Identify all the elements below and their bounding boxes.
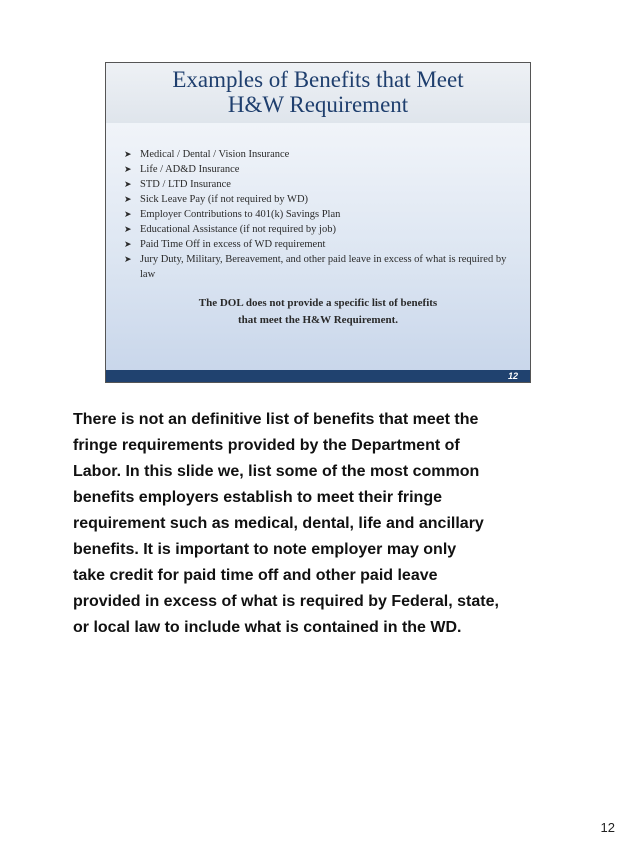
arrow-bullet-icon: ➤: [124, 254, 132, 264]
slide-note-line-1: The DOL does not provide a specific list of benefits: [198, 297, 438, 309]
bullet-text: Medical / Dental / Vision Insurance: [140, 149, 290, 160]
bullet-item: [124, 237, 514, 252]
bullet-item: [124, 252, 514, 282]
slide-note: [106, 295, 530, 329]
slide-note-line-2: that meet the H&W Requirement.: [238, 314, 398, 326]
bullet-text: Sick Leave Pay (if not required by WD): [140, 194, 309, 205]
arrow-bullet-icon: ➤: [124, 149, 132, 159]
bullet-item: [124, 147, 514, 162]
speaker-notes: [73, 407, 573, 641]
notes-line: benefits. It is important to note employer may only: [73, 541, 457, 558]
notes-line: There is not an definitive list of benefits that meet the: [73, 411, 479, 428]
arrow-bullet-icon: ➤: [124, 239, 132, 249]
arrow-bullet-icon: ➤: [124, 224, 132, 234]
arrow-bullet-icon: ➤: [124, 209, 132, 219]
bullet-text: Educational Assistance (if not required by job): [140, 224, 336, 235]
bullet-item: [124, 207, 514, 222]
bullet-text: Paid Time Off in excess of WD requirement: [140, 239, 326, 250]
slide-bullet-list: [124, 147, 514, 282]
slide-title-line-2: H&W Requirement: [227, 92, 409, 117]
notes-line: take credit for paid time off and other paid leave: [73, 567, 438, 584]
notes-line: requirement such as medical, dental, life and ancillary: [73, 515, 484, 532]
slide-footer-bar: [106, 370, 530, 382]
notes-line: or local law to include what is contained in the WD.: [73, 619, 462, 636]
bullet-text: Employer Contributions to 401(k) Savings Plan: [140, 209, 341, 220]
bullet-item: [124, 192, 514, 207]
notes-line: fringe requirements provided by the Department of: [73, 437, 460, 454]
bullet-text: STD / LTD Insurance: [140, 179, 231, 190]
slide-header: [106, 63, 530, 123]
notes-line: Labor. In this slide we, list some of the most common: [73, 463, 480, 480]
bullet-item: [124, 162, 514, 177]
slide-title-line-1: Examples of Benefits that Meet: [172, 67, 464, 92]
notes-line: benefits employers establish to meet their fringe: [73, 489, 442, 506]
arrow-bullet-icon: ➤: [124, 179, 132, 189]
slide-title: [106, 63, 530, 117]
bullet-text: Life / AD&D Insurance: [140, 164, 240, 175]
bullet-text: Jury Duty, Military, Bereavement, and other paid leave in excess of what is required by law: [140, 254, 507, 280]
slide-number: 12: [507, 371, 518, 381]
notes-line: provided in excess of what is required by Federal, state,: [73, 593, 499, 610]
slide-image: [105, 62, 531, 383]
bullet-item: [124, 222, 514, 237]
bullet-item: [124, 177, 514, 192]
page-number: 12: [600, 820, 615, 835]
arrow-bullet-icon: ➤: [124, 194, 132, 204]
arrow-bullet-icon: ➤: [124, 164, 132, 174]
